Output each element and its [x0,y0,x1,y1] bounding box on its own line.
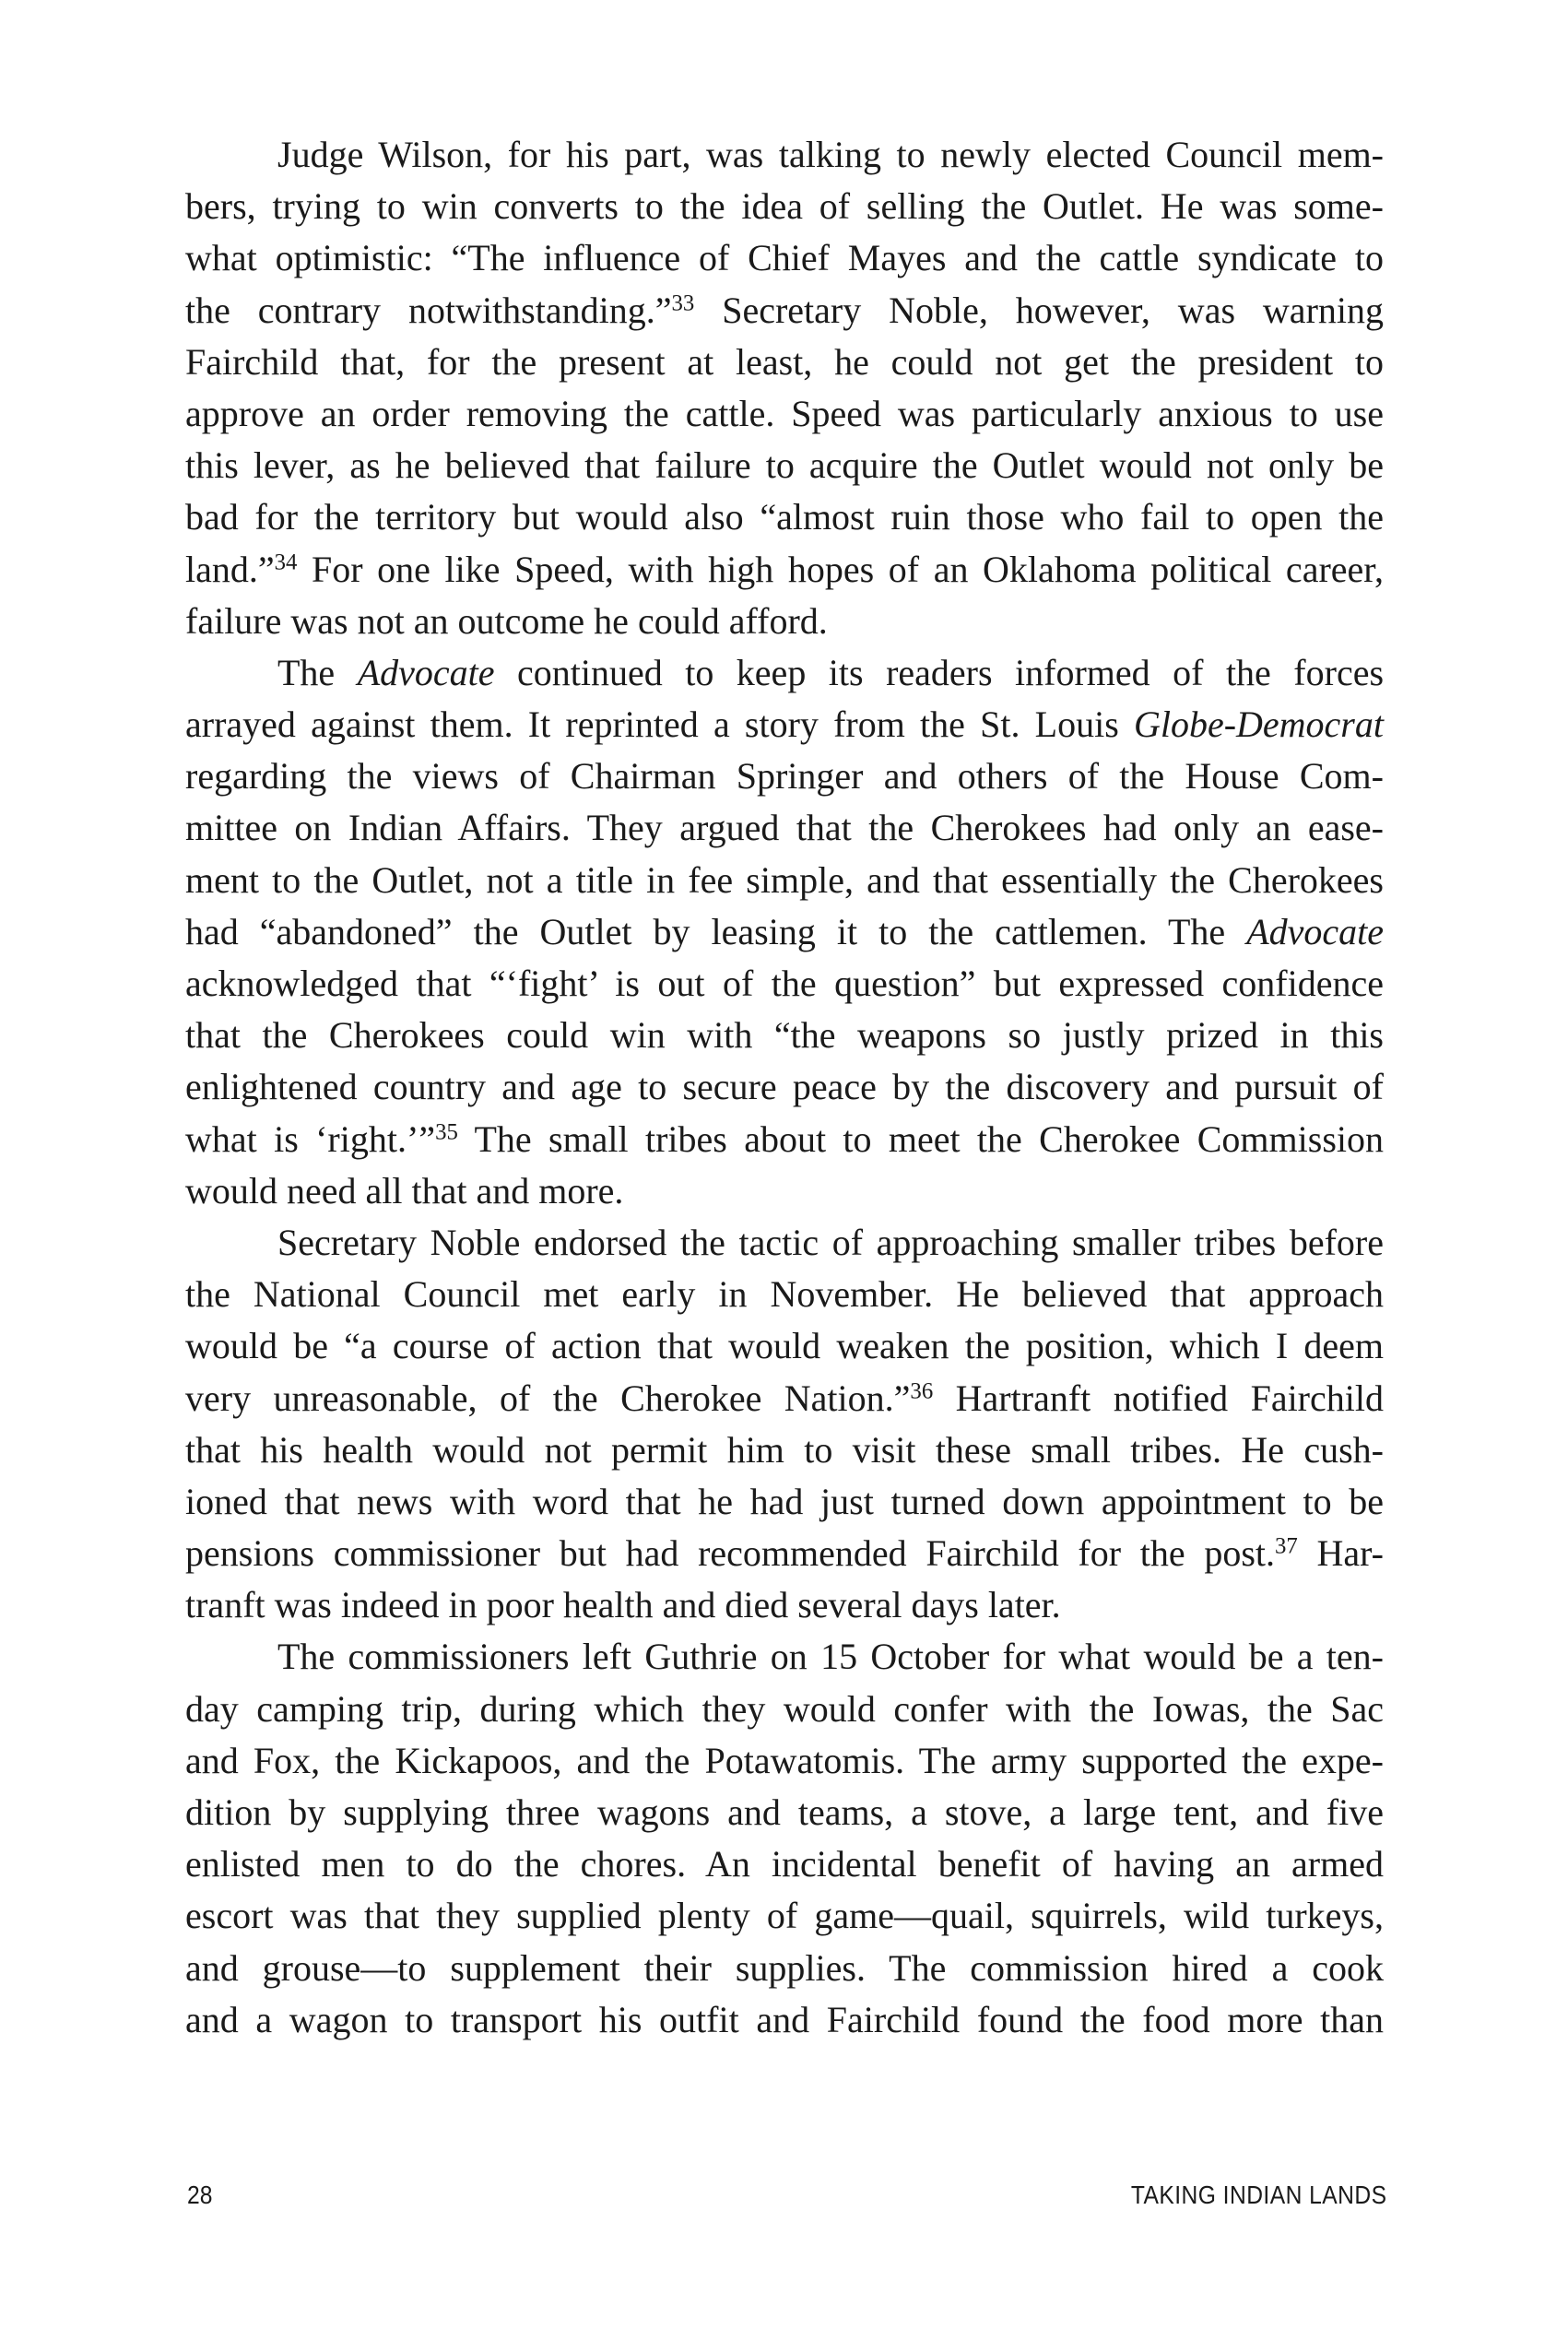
text-line: ioned that news with word that he had just turned down appointment to be [185,1480,1384,1522]
text-line: The Advocate continued to keep its readers informed of the forces [277,651,1385,693]
text-line: The commissioners left Guthrie on 15 October for what would be a ten- [277,1636,1384,1678]
text-line: escort was that they supplied plenty of game—quail, squirrels, wild turkeys, [185,1895,1384,1937]
text-line: and Fox, the Kickapoos, and the Potawatomis. The army supported the expe- [185,1739,1384,1781]
text-line: failure was not an outcome he could afford. [185,599,828,642]
italic-title: Advocate [357,651,495,693]
page-number: 28 [187,2181,213,2209]
text-line: Secretary Noble endorsed the tactic of approaching smaller tribes before [277,1221,1384,1263]
text-line: what optimistic: “The influence of Chief Mayes and the cattle syndicate to [185,237,1384,279]
text-line: bad for the territory but would also “almost ruin those who fail to open the [185,496,1384,538]
text-line: mittee on Indian Affairs. They argued that the Cherokees had only an ease- [185,807,1384,849]
text-line: and a wagon to transport his outfit and Fairchild found the food more than [185,1998,1384,2040]
text-line: that the Cherokees could win with “the weapons so justly prized in this [185,1014,1384,1057]
footnote-ref-33: 33 [671,290,695,315]
text-line: enlightened country and age to secure peace by the discovery and pursuit of [185,1066,1384,1108]
footnote-ref-35: 35 [435,1118,458,1144]
text-line: ment to the Outlet, not a title in fee simple, and that essentially the Cherokees [185,858,1384,901]
body-text [185,129,1384,2046]
text-line: Fairchild that, for the present at least, he could not get the president to [185,340,1384,383]
text-line: would be “a course of action that would weaken the position, which I deem [185,1325,1384,1367]
footnote-ref-34: 34 [274,549,298,574]
italic-title: Advocate [1246,910,1384,952]
text-line: pensions commissioner but had recommended Fairchild for the post.$^{37}$ Har- [185,1532,1384,1575]
italic-title: Globe-Democrat [1133,703,1384,746]
text-line: had “abandoned” the Outlet by leasing it to the cattlemen. The Advocate [185,910,1384,952]
text-line: dition by supplying three wagons and teams, a stove, a large tent, and five [185,1791,1384,1833]
text-line: day camping trip, during which they would confer with the Iowas, the Sac [185,1687,1384,1730]
text-line: the National Council met early in November. He believed that approach [185,1273,1384,1316]
page-footer [0,2181,1568,2217]
text-line: approve an order removing the cattle. Speed was particularly anxious to use [185,392,1384,434]
text-line: Judge Wilson, for his part, was talking to newly elected Council mem- [277,134,1384,175]
text-line: arrayed against them. It reprinted a story from the St. Louis Globe-Democrat [185,703,1384,746]
text-line: this lever, as he believed that failure to acquire the Outlet would not only be [185,444,1384,487]
footnote-ref-36: 36 [910,1377,934,1403]
text-line: bers, trying to win converts to the idea of selling the Outlet. He was some- [185,185,1384,228]
footnote-ref-37: 37 [1275,1533,1298,1559]
text-line: regarding the views of Chairman Springer and others of the House Com- [185,755,1384,798]
text-line: and grouse—to supplement their supplies. The commission hired a cook [185,1946,1384,1989]
text-line: tranft was indeed in poor health and died several days later. [185,1584,1061,1626]
text-line: enlisted men to do the chores. An incidental benefit of having an armed [185,1843,1384,1885]
text-line: that his health would not permit him to visit these small tribes. He cush- [185,1428,1384,1471]
text-line: acknowledged that “‘fight’ is out of the question” but expressed confidence [185,963,1384,1004]
text-line: the contrary notwithstanding.”$^{33}$ Secretary Noble, however, was warning [185,289,1384,331]
text-line: land.”$^{34}$ For one like Speed, with high hopes of an Oklahoma political career, [185,548,1384,590]
running-head: TAKING INDIAN LANDS [1130,2181,1386,2209]
text-line: very unreasonable, of the Cherokee Nation.”$^{36}$ Hartranft notified Fairchild [185,1377,1384,1419]
text-line: what is ‘right.’”$^{35}$ The small tribes about to meet the Cherokee Commission [185,1117,1385,1160]
text-line: would need all that and more. [185,1169,624,1211]
